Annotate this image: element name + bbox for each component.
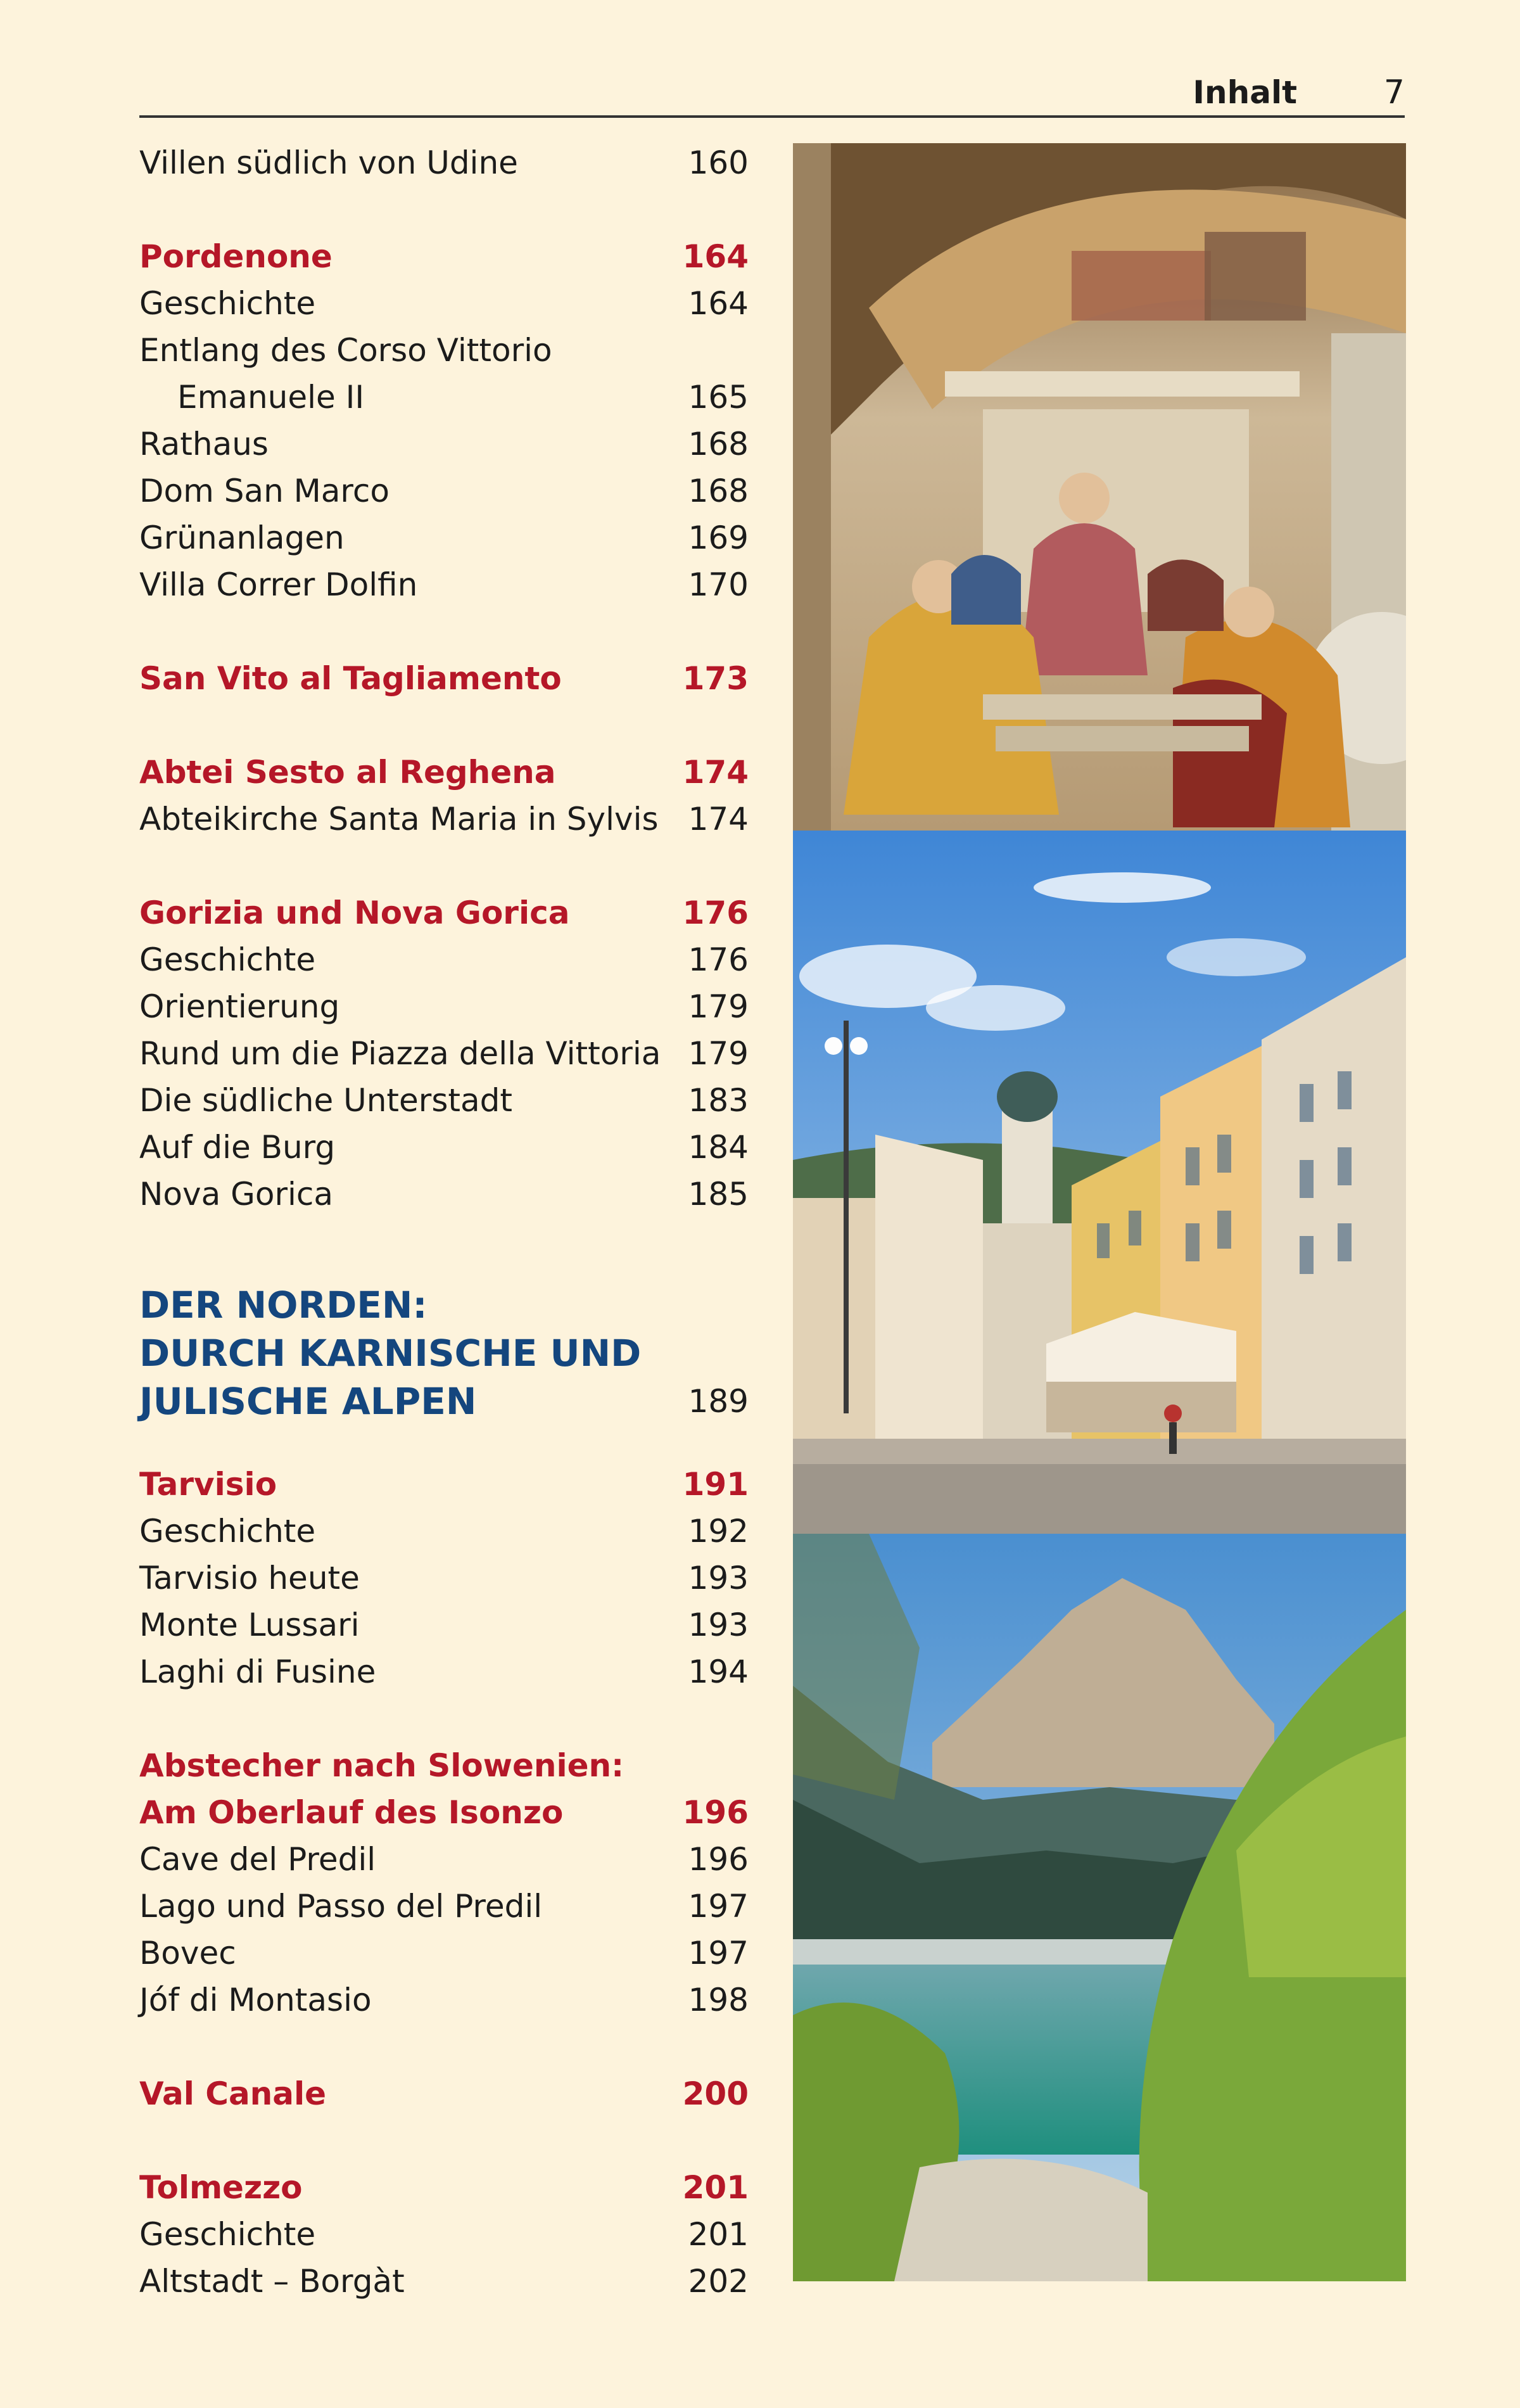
toc-entry-label: Tarvisio heute [139,1560,360,1596]
toc-entry-label: Dom San Marco [139,473,390,509]
toc-entry[interactable] [139,421,749,468]
chapter-title-line: JULISCHE ALPEN [139,1380,477,1423]
toc-section-page: 196 [682,1794,749,1831]
toc-entry-page: 192 [688,1513,749,1550]
toc-entry-page: 174 [688,801,749,838]
toc-section-sesto[interactable] [139,749,749,796]
toc-entry-label: Bovec [139,1935,236,1972]
toc-entry-page: 193 [688,1560,749,1596]
toc-entry-page: 194 [688,1653,749,1690]
toc-entry-page: 201 [688,2216,749,2253]
toc-entry-page: 183 [688,1082,749,1119]
toc-entry-page: 193 [688,1607,749,1643]
toc-entry-page: 160 [688,144,749,181]
toc-entry[interactable] [139,514,749,561]
toc-section-label: Abtei Sesto al Reghena [139,754,556,791]
toc-entry[interactable] [139,1171,749,1218]
toc-entry-label: Geschichte [139,941,316,978]
toc-entry-page: 165 [688,379,749,416]
toc-entry-label: Nova Gorica [139,1176,334,1213]
toc-entry-label: Cave del Predil [139,1841,376,1878]
toc-entry-label: Rund um die Piazza della Vittoria [139,1035,661,1072]
toc-entry-label: Altstadt – Borgàt [139,2263,405,2300]
photo-column [793,143,1406,2281]
fresco-photo [793,143,1406,831]
toc-entry[interactable] [139,1555,749,1602]
toc-entry-page: 179 [688,1035,749,1072]
toc-entry-label: Orientierung [139,988,340,1025]
toc-entry[interactable] [139,983,749,1030]
toc-section-slowenien-line1[interactable] [139,1742,749,1789]
toc-section-page: 191 [682,1466,749,1503]
toc-entry[interactable] [139,1977,749,2023]
toc-section-label: Pordenone [139,238,332,275]
toc-entry-label: Entlang des Corso Vittorio [139,332,552,369]
chapter-title-line: DURCH KARNISCHE UND [139,1332,642,1375]
toc-section-label: Am Oberlauf des Isonzo [139,1794,564,1831]
toc-section-label: San Vito al Tagliamento [139,660,562,697]
toc-entry[interactable] [139,1124,749,1171]
toc-entry-label: Die südliche Unterstadt [139,1082,512,1119]
toc-entry-label: Abteikirche Santa Maria in Sylvis [139,801,659,838]
toc-entry-label: Geschichte [139,285,316,322]
toc-entry[interactable] [139,1836,749,1883]
toc-section-label: Tarvisio [139,1466,277,1503]
toc-entry[interactable] [139,936,749,983]
toc-entry[interactable] [139,2258,749,2305]
toc-entry-label: Geschichte [139,1513,316,1550]
header-section-title: Inhalt [1193,74,1297,111]
toc-entry-page: 197 [688,1935,749,1972]
toc-entry[interactable] [139,1883,749,1930]
toc-entry[interactable] [139,139,749,186]
toc-entry[interactable] [139,561,749,608]
toc-entry-label: Villen südlich von Udine [139,144,518,181]
toc-entry-label: Lago und Passo del Predil [139,1888,543,1925]
toc-entry[interactable] [139,280,749,327]
toc-entry-page: 168 [688,473,749,509]
toc-section-page: 164 [682,238,749,275]
toc-entry-page: 168 [688,426,749,462]
toc-section-page: 200 [682,2075,749,2112]
toc-section-val-canale[interactable] [139,2070,749,2117]
toc-entry[interactable] [139,1648,749,1695]
toc-section-label: Gorizia und Nova Gorica [139,895,570,931]
toc-entry-page: 176 [688,941,749,978]
toc-entry[interactable] [139,374,749,421]
toc-entry[interactable] [139,1508,749,1555]
toc-entry-label: Monte Lussari [139,1607,360,1643]
toc-entry[interactable] [139,468,749,514]
toc-section-tarvisio[interactable] [139,1461,749,1508]
toc-entry-page: 196 [688,1841,749,1878]
toc-entry-label: Laghi di Fusine [139,1653,376,1690]
toc-section-label: Tolmezzo [139,2169,303,2206]
page-header [139,66,1405,118]
toc-entry-label: Auf die Burg [139,1129,336,1166]
toc-chapter-heading[interactable] [139,1281,749,1425]
toc-entry-page: 198 [688,1982,749,2018]
toc-section-page: 176 [682,895,749,931]
toc-entry-page: 184 [688,1129,749,1166]
toc-section-pordenone[interactable] [139,233,749,280]
toc-entry-page: 170 [688,566,749,603]
chapter-page: 189 [688,1383,749,1420]
toc-section-tolmezzo[interactable] [139,2164,749,2211]
toc-section-label: Val Canale [139,2075,327,2112]
toc-entry[interactable] [139,1602,749,1648]
toc-entry[interactable] [139,1930,749,1977]
toc-entry-page: 202 [688,2263,749,2300]
toc-entry-label: Jóf di Montasio [139,1982,372,2018]
toc-section-page: 174 [682,754,749,791]
toc-section-page: 201 [682,2169,749,2206]
toc-entry-page: 169 [688,519,749,556]
toc-section-slowenien-line2[interactable] [139,1789,749,1836]
toc-entry[interactable] [139,1077,749,1124]
toc-entry[interactable] [139,327,749,374]
header-page-number: 7 [1383,73,1405,111]
toc-section-page: 173 [682,660,749,697]
toc-entry-page: 164 [688,285,749,322]
mountain-lake-photo [793,1534,1406,2281]
toc-entry-label: Emanuele II [177,379,365,416]
toc-entry[interactable] [139,796,749,843]
toc-entry-label: Villa Correr Dolfin [139,566,418,603]
chapter-title-line: DER NORDEN: [139,1284,428,1327]
toc-entry[interactable] [139,2211,749,2258]
toc-entry-page: 185 [688,1176,749,1213]
toc-section-gorizia[interactable] [139,889,749,936]
toc-entry-page: 179 [688,988,749,1025]
toc-section-label: Abstecher nach Slowenien: [139,1747,624,1784]
toc-entry[interactable] [139,1030,749,1077]
toc-entry-label: Rathaus [139,426,269,462]
toc-section-san-vito[interactable] [139,655,749,702]
town-square-photo [793,831,1406,1534]
toc-entry-label: Grünanlagen [139,519,345,556]
toc-entry-label: Geschichte [139,2216,316,2253]
table-of-contents [139,139,749,2305]
toc-entry-page: 197 [688,1888,749,1925]
